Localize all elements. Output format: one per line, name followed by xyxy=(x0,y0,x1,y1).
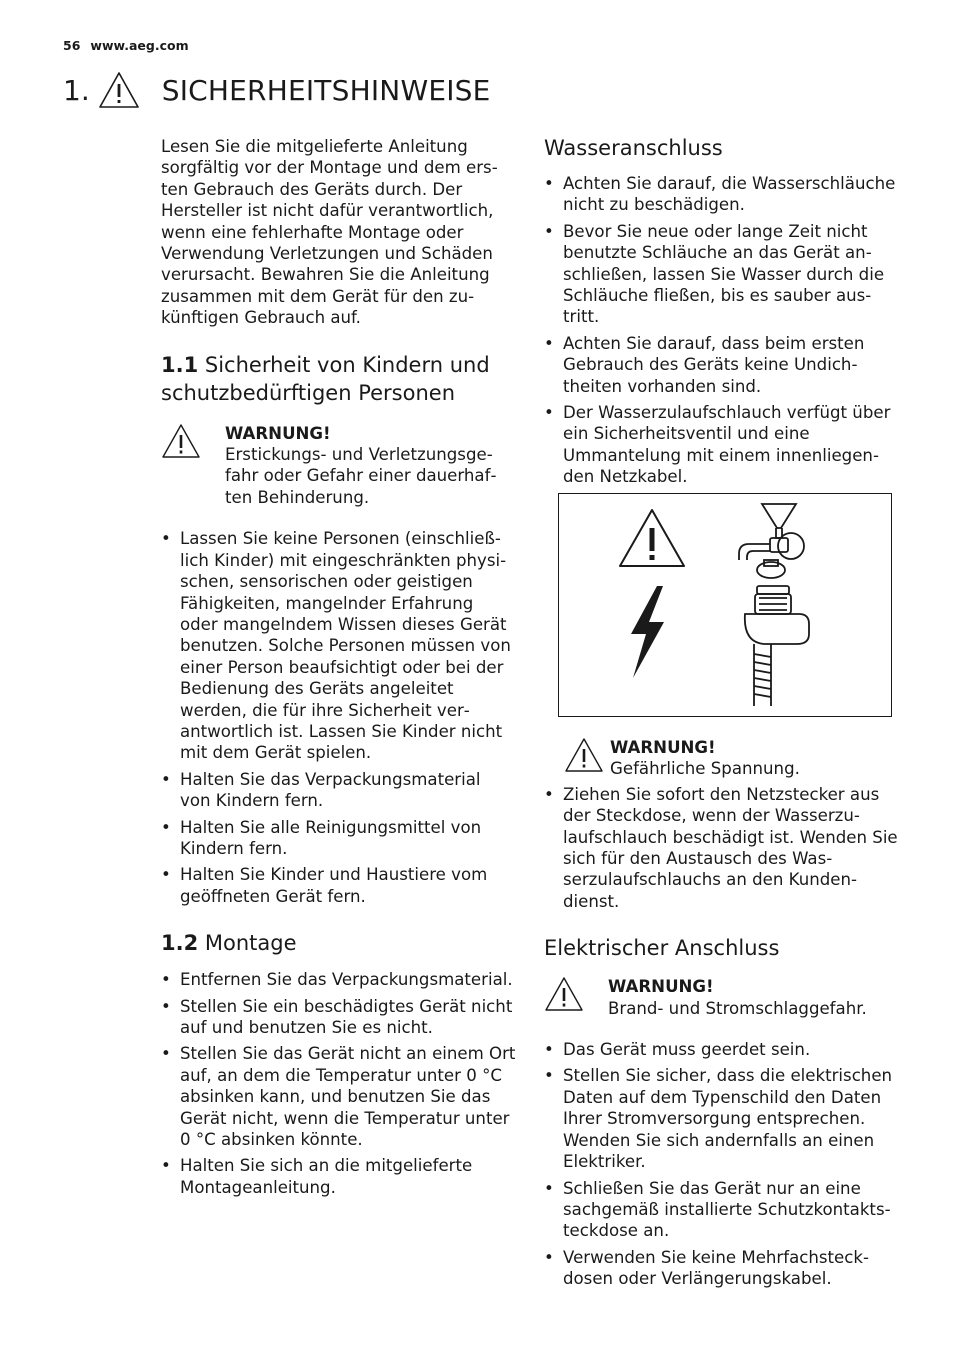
list-item: • Der Wasserzulaufschlauch verfügt über ein Sicherheitsventil und eine Ummantelung mit einem innenliegenden Netzkabel. xyxy=(544,402,899,488)
list-item: • Verwenden Sie keine Mehrfachsteckdosen oder Verlängerungskabel. xyxy=(544,1247,899,1290)
warning-triangle-icon xyxy=(544,976,584,1012)
warning-text: Brand- und Stromschlaggefahr. xyxy=(608,998,867,1018)
list-item: • Stellen Sie ein beschädigtes Gerät nicht auf und benutzen Sie es nicht. xyxy=(161,996,516,1039)
lightning-bolt-icon xyxy=(631,586,664,678)
list-item: • Halten Sie sich an die mitgelieferte Montageanleitung. xyxy=(161,1155,516,1198)
section-heading-elektrischer-anschluss: Elektrischer Anschluss xyxy=(544,936,780,961)
warning-box-electric xyxy=(544,976,899,1019)
title-number: 1. xyxy=(63,73,90,107)
elektrisch-list xyxy=(544,1039,899,1289)
children-safety-list xyxy=(161,528,516,907)
warning-label: WARNUNG! xyxy=(610,738,716,757)
list-item: • Halten Sie Kinder und Haustiere vom geöffneten Gerät fern. xyxy=(161,864,516,907)
warning-triangle-icon xyxy=(620,510,684,566)
warning-triangle-icon xyxy=(161,423,201,459)
warning-text: Gefährliche Spannung. xyxy=(610,759,800,779)
hose-connector-icon xyxy=(745,586,809,706)
left-column xyxy=(161,136,516,1203)
list-item: • Stellen Sie das Gerät nicht an einem Ort auf, an dem die Temperatur unter 0 °C absinken kann, und benutzen Sie das Gerät nicht, wenn die Temperatur unter 0 °C absinken könnte. xyxy=(161,1043,516,1150)
wasser-list-2 xyxy=(544,784,899,912)
section-heading-1-2: 1.2 Montage xyxy=(161,931,297,956)
page-title xyxy=(63,70,491,110)
title-text: SICHERHEITSHINWEISE xyxy=(161,73,491,107)
list-item: • Entfernen Sie das Verpackungsmaterial. xyxy=(161,969,516,990)
warning-triangle-icon xyxy=(564,737,604,773)
right-column-top xyxy=(544,134,899,493)
list-item: • Halten Sie alle Reinigungsmittel von Kindern fern. xyxy=(161,817,516,860)
section-heading-wasseranschluss: Wasseranschluss xyxy=(544,136,723,160)
warning-box-children xyxy=(161,423,516,509)
warning-triangle-icon xyxy=(98,71,140,109)
right-column-middle xyxy=(544,737,899,1295)
warning-label: WARNUNG! xyxy=(225,423,331,443)
section-heading-1-1: 1.1 Sicherheit von Kindern und schutzbedürftigen Personen xyxy=(161,352,490,405)
website-url: www.aeg.com xyxy=(90,38,189,53)
warning-text: Erstickungs- und Verletzungsgefahr oder Gefahr einer dauerhaften Behinderung. xyxy=(225,445,497,507)
warning-label: WARNUNG! xyxy=(608,977,714,997)
faucet-icon xyxy=(739,504,804,578)
list-item: • Halten Sie das Verpackungsmaterial von Kindern fern. xyxy=(161,769,516,812)
montage-list xyxy=(161,969,516,1198)
list-item: • Ziehen Sie sofort den Netzstecker aus der Steckdose, wenn der Wasserzulaufschlauch beschädigt ist. Wenden Sie sich für den Austausch des Wasserzulaufschlauchs an den Kundendienst. xyxy=(544,784,899,912)
list-item: • Bevor Sie neue oder lange Zeit nicht benutzte Schläuche an das Gerät anschließen, lassen Sie Wasser durch die Schläuche fließen, bis es sauber austritt. xyxy=(544,221,899,328)
page-header xyxy=(63,38,189,53)
wasser-list xyxy=(544,173,899,488)
intro-paragraph: Lesen Sie die mitgelieferte Anleitung sorgfältig vor der Montage und dem ersten Gebrauch des Geräts durch. Der Hersteller ist nicht dafür verantwortlich, wenn eine fehlerhafte Montage oder Verwendung Verletzungen und Schäden verursacht. Bewahren Sie die Anleitung zusammen mit dem Gerät für den zukünftigen Gebrauch auf. xyxy=(161,137,498,328)
list-item: • Das Gerät muss geerdet sein. xyxy=(544,1039,899,1060)
list-item: • Schließen Sie das Gerät nur an eine sachgemäß installierte Schutzkontaktsteckdose an. xyxy=(544,1178,899,1242)
illustration-graphic xyxy=(559,494,891,716)
list-item: • Stellen Sie sicher, dass die elektrischen Daten auf dem Typenschild den Daten Ihrer Stromversorgung entsprechen. Wenden Sie sich andernfalls an einen Elektriker. xyxy=(544,1065,899,1172)
list-item: • Achten Sie darauf, die Wasserschläuche nicht zu beschädigen. xyxy=(544,173,899,216)
hose-safety-illustration xyxy=(558,493,892,717)
list-item: • Lassen Sie keine Personen (einschließlich Kinder) mit eingeschränkten physischen, sensorischen oder geistigen Fähigkeiten, mangelnder Erfahrung oder mangelndem Wissen dieses Gerät benutzen. Solche Personen müssen von einer Person beaufsichtigt oder bei der Bedienung des Geräts angeleitet werden, die für ihre Sicherheit verantwortlich ist. Lassen Sie Kinder nicht mit dem Gerät spielen. xyxy=(161,528,516,763)
page-number: 56 xyxy=(63,38,81,53)
list-item: • Achten Sie darauf, dass beim ersten Gebrauch des Geräts keine Undichtheiten vorhanden sind. xyxy=(544,333,899,397)
warning-box-voltage xyxy=(564,737,899,780)
